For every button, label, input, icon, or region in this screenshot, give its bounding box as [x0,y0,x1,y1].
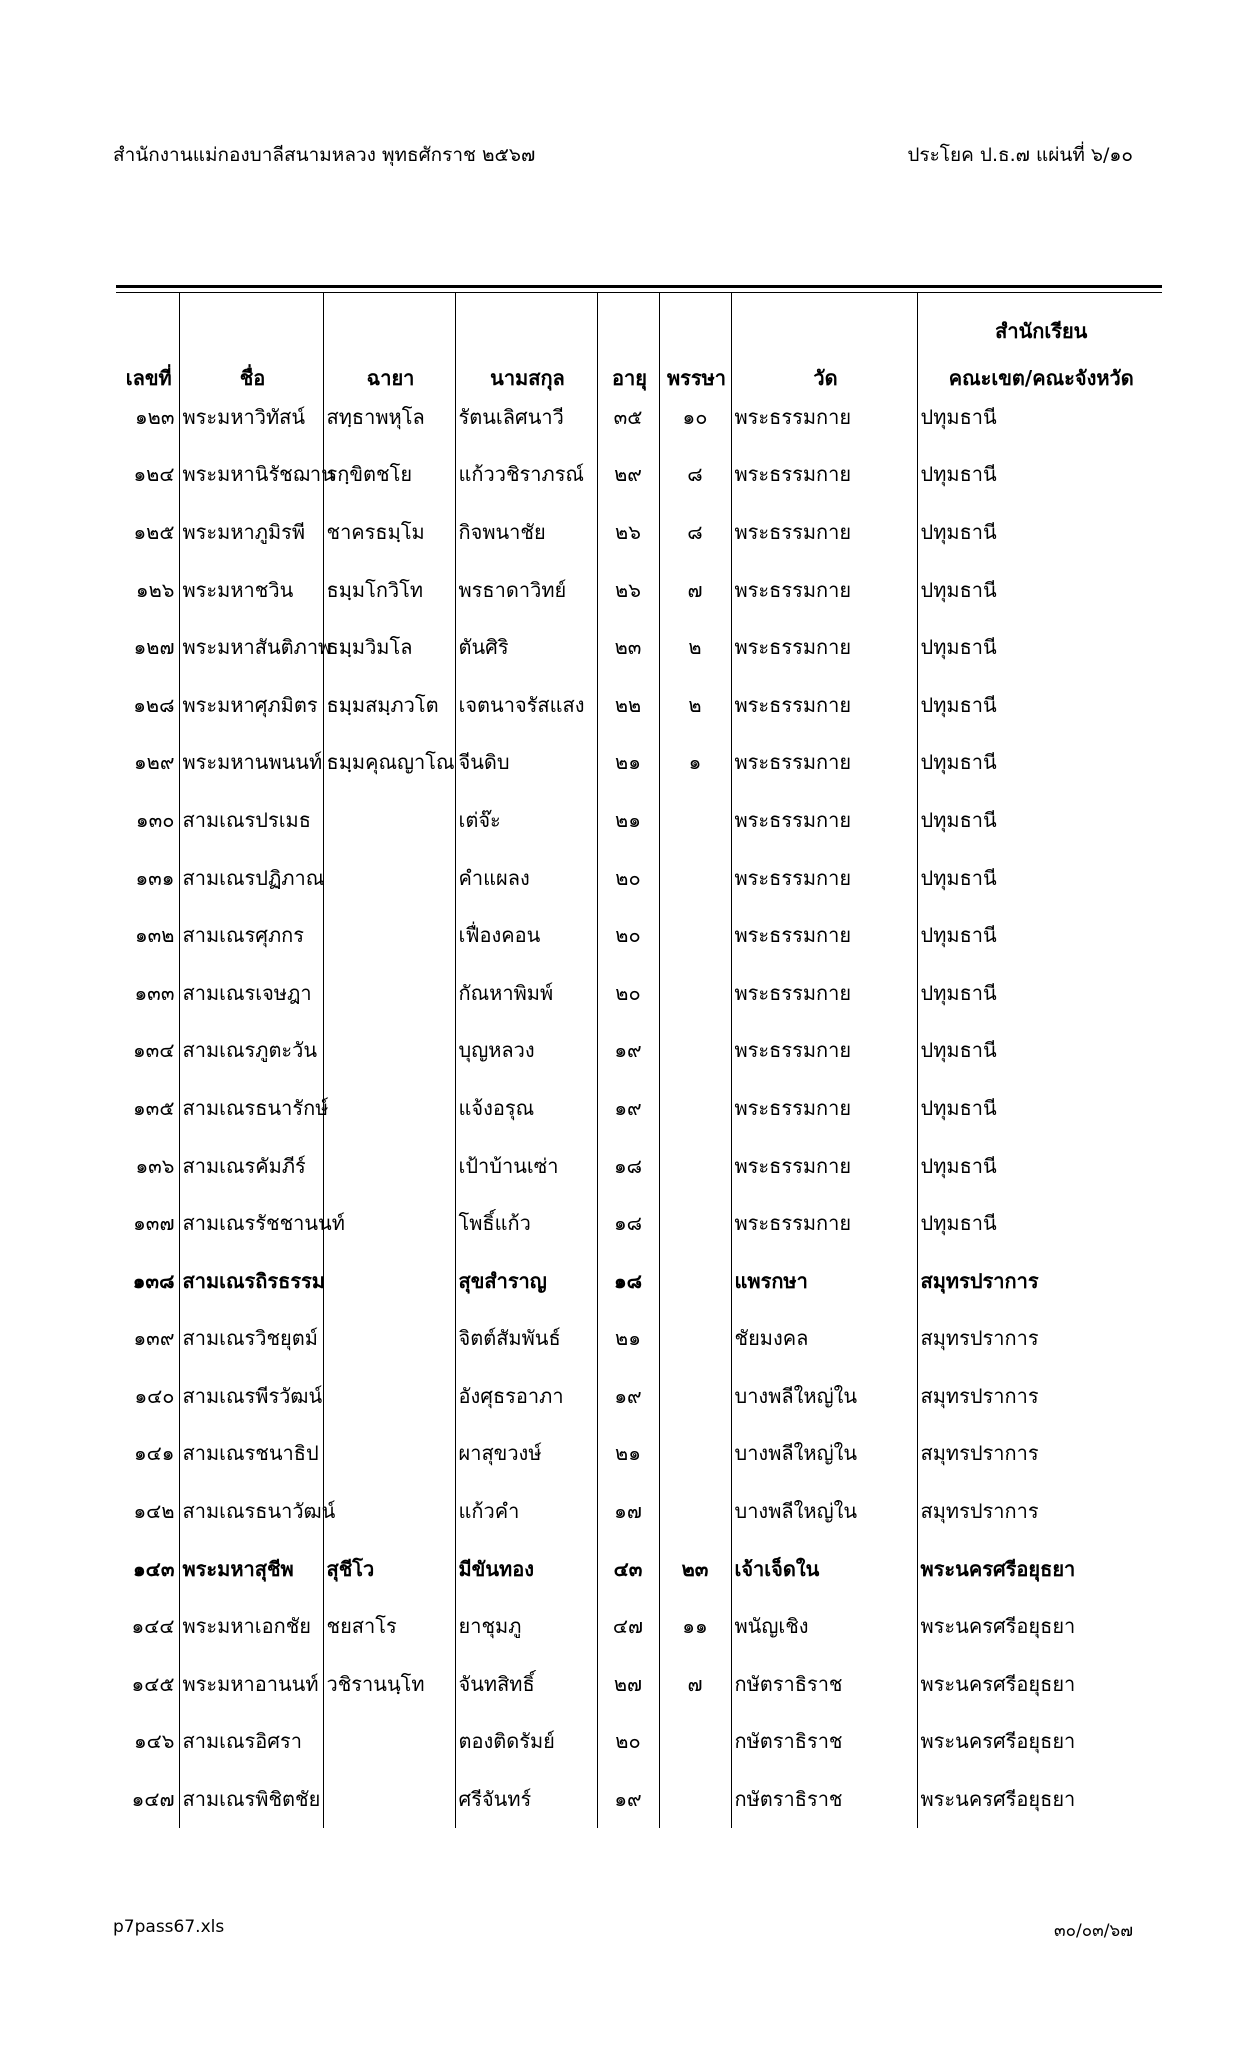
cell-surname: แก้วคำ [455,1482,597,1540]
cell-name: สามเณรธนาวัฒน์ [179,1482,323,1540]
table-row [116,849,1162,907]
cell-no: ๑๔๔ [131,1614,175,1639]
cell-vassa [659,1252,731,1310]
cell-surname: แจ้งอรุณ [455,1079,597,1137]
cell-school: ปทุมธานี [917,676,1162,734]
table-row [116,1079,1162,1137]
cell-alias: รกฺขิตชโย [323,446,455,504]
cell-surname: พรธาดาวิทย์ [455,561,597,619]
cell-school: ปทุมธานี [917,1079,1162,1137]
cell-vassa [659,1194,731,1252]
cell-age: ๑๙ [597,1022,659,1080]
cell-no: ๑๓๖ [135,1153,175,1178]
cell-alias: ธมฺมสมฺภวโต [323,676,455,734]
cell-alias: วชิรานนฺโท [323,1655,455,1713]
cell-name: สามเณรศุภกร [179,906,323,964]
col-header-no: เลขที่ [125,366,172,390]
table-row [116,618,1162,676]
cell-no: ๑๔๖ [133,1729,175,1754]
col-header-name: ชื่อ [179,293,323,388]
cell-age: ๒๗ [597,1655,659,1713]
table-row [116,1597,1162,1655]
table-row [116,1022,1162,1080]
cell-school: ปทุมธานี [917,906,1162,964]
cell-alias [323,1425,455,1483]
table-row [116,1655,1162,1713]
cell-age: ๑๙ [597,1770,659,1828]
cell-surname: ตองติดรัมย์ [455,1713,597,1771]
cell-vassa [659,964,731,1022]
table-row [116,388,1162,446]
cell-age: ๒๐ [597,1713,659,1771]
table-row [116,1367,1162,1425]
cell-alias: สทฺธาพหุโล [323,388,455,446]
cell-vassa [659,1770,731,1828]
cell-surname: บุญหลวง [455,1022,597,1080]
cell-temple: เจ้าเจ็ดใน [731,1540,917,1598]
cell-temple: พระธรรมกาย [731,1137,917,1195]
cell-age: ๒๑ [597,791,659,849]
table-top-rule-thick [116,285,1162,288]
cell-school: พระนครศรีอยุธยา [917,1540,1162,1598]
cell-age: ๒๐ [597,964,659,1022]
cell-name: พระมหานิรัชฌาน [179,446,323,504]
table-row [116,1540,1162,1598]
cell-school: ปทุมธานี [917,503,1162,561]
cell-temple: พระธรรมกาย [731,964,917,1022]
cell-vassa [659,1367,731,1425]
cell-name: พระมหาชวิน [179,561,323,619]
cell-temple: พระธรรมกาย [731,734,917,792]
cell-surname: รัตนเลิศนาวี [455,388,597,446]
cell-name: พระมหานพนนท์ [179,734,323,792]
cell-temple: พระธรรมกาย [731,388,917,446]
cell-no: ๑๓๐ [135,807,175,832]
cell-alias [323,1310,455,1368]
cell-name: สามเณรปรเมธ [179,791,323,849]
cell-no: ๑๓๔ [132,1038,175,1063]
cell-temple: พระธรรมกาย [731,1079,917,1137]
cell-school: ปทุมธานี [917,1194,1162,1252]
cell-vassa [659,1425,731,1483]
col-header-surname: นามสกุล [455,293,597,388]
cell-school: ปทุมธานี [917,1022,1162,1080]
cell-alias [323,1252,455,1310]
table-row [116,1310,1162,1368]
cell-temple: พระธรรมกาย [731,676,917,734]
cell-temple: กษัตราธิราช [731,1713,917,1771]
cell-age: ๒๒ [597,676,659,734]
cell-school: สมุทรปราการ [917,1367,1162,1425]
cell-vassa: ๘ [659,446,731,504]
cell-temple: พระธรรมกาย [731,618,917,676]
cell-alias [323,1137,455,1195]
cell-name: สามเณรปฏิภาณ [179,849,323,907]
cell-school: พระนครศรีอยุธยา [917,1597,1162,1655]
cell-alias [323,791,455,849]
cell-alias [323,906,455,964]
cell-vassa: ๒ [659,676,731,734]
col-header-school-bottom: คณะเขต/คณะจังหวัด [917,341,1162,388]
cell-temple: กษัตราธิราช [731,1655,917,1713]
cell-alias: ธมฺมวิมโล [323,618,455,676]
cell-no: ๑๒๖ [135,577,175,602]
cell-age: ๒๑ [597,1425,659,1483]
cell-vassa: ๘ [659,503,731,561]
cell-age: ๒๑ [597,734,659,792]
cell-name: สามเณรพิชิตชัย [179,1770,323,1828]
cell-school: ปทุมธานี [917,561,1162,619]
cell-surname: กัณหาพิมพ์ [455,964,597,1022]
col-header-alias: ฉายา [323,293,455,388]
cell-no: ๑๓๓ [134,980,175,1005]
cell-name: สามเณรวิชยุตม์ [179,1310,323,1368]
footer-filename: p7pass67.xls [113,1917,225,1937]
cell-temple: พระธรรมกาย [731,1194,917,1252]
cell-no: ๑๔๐ [134,1383,175,1408]
cell-no: ๑๒๔ [133,462,175,487]
cell-no: ๑๔๑ [133,1441,175,1466]
col-header-vassa: พรรษา [659,293,731,388]
cell-alias: ชาครธมฺโม [323,503,455,561]
cell-surname: อังศุธรอาภา [455,1367,597,1425]
cell-school: ปทุมธานี [917,388,1162,446]
cell-surname: เฟื่องคอน [455,906,597,964]
cell-alias [323,1079,455,1137]
cell-no: ๑๓๗ [133,1211,175,1236]
cell-no: ๑๓๙ [133,1326,175,1351]
cell-temple: พนัญเชิง [731,1597,917,1655]
cell-surname: คำแผลง [455,849,597,907]
cell-age: ๒๙ [597,446,659,504]
cell-school: ปทุมธานี [917,964,1162,1022]
table-row [116,446,1162,504]
cell-surname: กิจพนาชัย [455,503,597,561]
cell-age: ๑๙ [597,1367,659,1425]
cell-name: สามเณรรัชชานนท์ [179,1194,323,1252]
cell-temple: บางพลีใหญ่ใน [731,1367,917,1425]
cell-name: พระมหาสุชีพ [179,1540,323,1598]
cell-temple: พระธรรมกาย [731,849,917,907]
cell-surname: ศรีจันทร์ [455,1770,597,1828]
cell-name: พระมหาอานนท์ [179,1655,323,1713]
cell-age: ๓๕ [597,388,659,446]
cell-vassa: ๗ [659,561,731,619]
cell-surname: ยาชุมภู [455,1597,597,1655]
table-row [116,676,1162,734]
cell-school: สมุทรปราการ [917,1310,1162,1368]
cell-surname: จีนดิบ [455,734,597,792]
cell-vassa: ๑๐ [659,388,731,446]
cell-vassa [659,849,731,907]
cell-school: พระนครศรีอยุธยา [917,1713,1162,1771]
results-table [116,293,1162,1828]
table-header [116,293,1162,388]
cell-alias [323,1367,455,1425]
cell-name: สามเณรอิศรา [179,1713,323,1771]
cell-school: ปทุมธานี [917,1137,1162,1195]
cell-no: ๑๒๕ [133,519,175,544]
col-header-age: อายุ [597,293,659,388]
cell-age: ๒๓ [597,618,659,676]
cell-school: ปทุมธานี [917,618,1162,676]
table-row [116,1770,1162,1828]
cell-no: ๑๒๗ [133,635,175,660]
cell-name: พระมหาวิทัสน์ [179,388,323,446]
cell-age: ๒๑ [597,1310,659,1368]
cell-no: ๑๔๒ [133,1499,175,1524]
cell-temple: แพรกษา [731,1252,917,1310]
cell-vassa: ๑ [659,734,731,792]
cell-name: สามเณรชนาธิป [179,1425,323,1483]
cell-temple: บางพลีใหญ่ใน [731,1482,917,1540]
cell-vassa: ๒๓ [659,1540,731,1598]
cell-alias [323,964,455,1022]
table-row [116,1482,1162,1540]
cell-alias [323,849,455,907]
cell-vassa [659,1310,731,1368]
col-header-school-top: สำนักเรียน [917,293,1162,341]
cell-surname: เต่จ๊ะ [455,791,597,849]
table-row [116,1194,1162,1252]
cell-alias [323,1713,455,1771]
cell-school: สมุทรปราการ [917,1482,1162,1540]
cell-vassa: ๑๑ [659,1597,731,1655]
table-row [116,561,1162,619]
cell-surname: จิตต์สัมพันธ์ [455,1310,597,1368]
cell-temple: บางพลีใหญ่ใน [731,1425,917,1483]
table-row [116,1425,1162,1483]
footer-date: ๓๐/๐๓/๖๗ [1053,1921,1133,1941]
cell-alias: ชยสาโร [323,1597,455,1655]
cell-alias: ธมฺมโกวิโท [323,561,455,619]
cell-temple: พระธรรมกาย [731,1022,917,1080]
cell-no: ๑๓๑ [135,865,175,890]
cell-name: พระมหาศุภมิตร [179,676,323,734]
cell-age: ๒๐ [597,849,659,907]
cell-no: ๑๔๕ [131,1671,175,1696]
cell-vassa: ๗ [659,1655,731,1713]
cell-surname: ผาสุขวงษ์ [455,1425,597,1483]
table-body [116,388,1162,1828]
cell-no: ๑๒๙ [133,750,175,775]
table-row [116,1137,1162,1195]
cell-surname: มีขันทอง [455,1540,597,1598]
table-row [116,734,1162,792]
cell-no: ๑๓๒ [134,923,175,948]
cell-school: ปทุมธานี [917,791,1162,849]
page-header-sheet-info: ประโยค ป.ธ.๗ แผ่นที่ ๖/๑๐ [907,144,1133,166]
cell-name: พระมหาสันติภาพ [179,618,323,676]
cell-alias: ธมฺมคุณญาโณ [323,734,455,792]
table-row [116,791,1162,849]
cell-vassa [659,1022,731,1080]
cell-name: พระมหาเอกชัย [179,1597,323,1655]
cell-age: ๔๓ [597,1540,659,1598]
cell-temple: พระธรรมกาย [731,446,917,504]
cell-surname: สุขสำราญ [455,1252,597,1310]
cell-alias: สุชีโว [323,1540,455,1598]
cell-vassa [659,1137,731,1195]
cell-age: ๒๖ [597,561,659,619]
cell-vassa [659,906,731,964]
cell-temple: พระธรรมกาย [731,906,917,964]
cell-school: ปทุมธานี [917,446,1162,504]
cell-surname: ตันศิริ [455,618,597,676]
cell-age: ๒๖ [597,503,659,561]
cell-school: สมุทรปราการ [917,1252,1162,1310]
cell-vassa [659,1482,731,1540]
cell-age: ๔๗ [597,1597,659,1655]
cell-vassa: ๒ [659,618,731,676]
cell-school: พระนครศรีอยุธยา [917,1770,1162,1828]
cell-temple: กษัตราธิราช [731,1770,917,1828]
cell-name: สามเณรธนารักษ์ [179,1079,323,1137]
cell-age: ๒๐ [597,906,659,964]
cell-alias [323,1482,455,1540]
cell-school: ปทุมธานี [917,849,1162,907]
cell-surname: เจตนาจรัสแสง [455,676,597,734]
table-row [116,503,1162,561]
cell-age: ๑๘ [597,1137,659,1195]
cell-age: ๑๘ [597,1194,659,1252]
cell-no: ๑๓๕ [132,1095,175,1120]
cell-surname: เป้าบ้านเซ่า [455,1137,597,1195]
cell-no: ๑๒๘ [133,692,175,717]
cell-temple: พระธรรมกาย [731,561,917,619]
cell-vassa [659,1079,731,1137]
page-header-title: สำนักงานแม่กองบาลีสนามหลวง พุทธศักราช ๒๕๖๗ [113,144,536,166]
cell-school: สมุทรปราการ [917,1425,1162,1483]
cell-alias [323,1022,455,1080]
cell-name: พระมหาภูมิรพี [179,503,323,561]
cell-temple: พระธรรมกาย [731,503,917,561]
cell-surname: โพธิ์แก้ว [455,1194,597,1252]
cell-alias [323,1770,455,1828]
cell-school: ปทุมธานี [917,734,1162,792]
cell-school: พระนครศรีอยุธยา [917,1655,1162,1713]
cell-surname: แก้ววชิราภรณ์ [455,446,597,504]
cell-vassa [659,1713,731,1771]
cell-name: สามเณรเจษฎา [179,964,323,1022]
table-row [116,1713,1162,1771]
cell-temple: พระธรรมกาย [731,791,917,849]
cell-no: ๑๓๘ [132,1268,175,1293]
col-header-temple: วัด [731,293,917,388]
cell-name: สามเณรพีรวัฒน์ [179,1367,323,1425]
cell-surname: จันทสิทธิ์ [455,1655,597,1713]
cell-age: ๑๘ [597,1252,659,1310]
cell-vassa [659,791,731,849]
cell-name: สามเณรถิรธรรม [179,1252,323,1310]
cell-age: ๑๙ [597,1079,659,1137]
cell-age: ๑๗ [597,1482,659,1540]
table-row [116,964,1162,1022]
cell-name: สามเณรภูตะวัน [179,1022,323,1080]
cell-no: ๑๒๓ [134,404,175,429]
cell-temple: ชัยมงคล [731,1310,917,1368]
table-row [116,1252,1162,1310]
cell-no: ๑๔๓ [132,1556,175,1581]
cell-name: สามเณรคัมภีร์ [179,1137,323,1195]
table-row [116,906,1162,964]
cell-no: ๑๔๗ [131,1787,175,1812]
